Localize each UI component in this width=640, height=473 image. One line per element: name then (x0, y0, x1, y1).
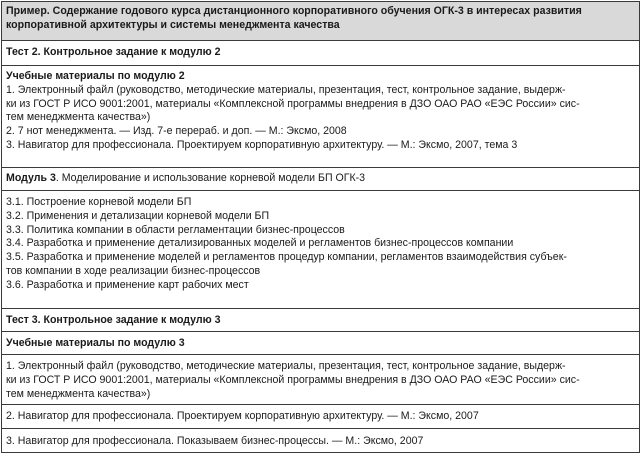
materials3-item-1: ки из ГОСТ Р ИСО 9001:2001, материалы «Комплексной программы внедрения в ДЗО ОАО РАО «ЕЭС России» сис- (6, 373, 580, 386)
course-content-table (1, 1, 640, 453)
table-caption (2, 2, 639, 40)
topic-item: 3.5. Разработка и применение моделей и регламентов процедур компании, регламентов взаимодействия субъек- (6, 251, 567, 264)
materials3-title-row (2, 331, 639, 354)
topic-item: 3.2. Применения и детализации корневой модели БП (6, 209, 270, 222)
caption-line: корпоративной архитектуры и системы менеджмента качества (6, 18, 340, 31)
module3-title: . Моделирование и использование корневой модели БП ОГК-3 (55, 172, 366, 184)
materials2-item-1: ки из ГОСТ Р ИСО 9001:2001, материалы «Комплексной программы внедрения в ДЗО ОАО РАО «ЕЭС России» сис- (6, 97, 580, 110)
module3-topics-row (2, 190, 639, 308)
topic-item: 3.3. Политика компании в области регламентации бизнес-процессов (6, 223, 345, 236)
materials2-title: Учебные материалы по модулю 2 (6, 70, 185, 82)
module3-label: Модуль 3 (6, 172, 56, 184)
materials2-item-1: тем менеджмента качества») (6, 111, 151, 124)
materials3-item-1: тем менеджмента качества») (6, 387, 151, 400)
module3-row (2, 167, 639, 190)
materials3-title: Учебные материалы по модулю 3 (6, 337, 185, 349)
caption-line: Пример. Содержание годового курса дистанционного корпоративного обучения ОГК-3 в интересах развития (6, 5, 582, 17)
topic-item: 3.6. Разработка и применение карт рабочих мест (6, 278, 249, 291)
materials3-item-1-row (2, 354, 639, 404)
materials2-row (2, 65, 639, 167)
topic-item: тов компании в ходе реализации бизнес-процессов (6, 264, 261, 277)
materials3-item-3-row (2, 428, 639, 452)
materials2-item-1: 1. Электронный файл (руководство, методические материалы, презентация, тест, контрольное задание, выдерж- (6, 83, 566, 96)
materials3-item-2: 2. Навигатор для профессионала. Проектируем корпоративную архитектуру. — М.: Эксмо, 2007 (6, 410, 479, 422)
topic-item: 3.4. Разработка и применение детализированных моделей и регламентов бизнес-процессов компании (6, 237, 514, 250)
materials2-item-2: 2. 7 нот менеджмента. — Изд. 7-е перераб. и доп. — М.: Эксмо, 2008 (6, 125, 347, 138)
test3-row (2, 308, 639, 331)
materials3-item-3: 3. Навигатор для профессионала. Показываем бизнес-процессы. — М.: Эксмо, 2007 (6, 435, 424, 447)
materials2-item-3: 3. Навигатор для профессионала. Проектируем корпоративную архитектуру. — М.: Эксмо, 2007, тема 3 (6, 138, 518, 151)
test2-row (2, 40, 639, 65)
materials3-item-1: 1. Электронный файл (руководство, методические материалы, презентация, тест, контрольное задание, выдерж- (6, 360, 566, 372)
topic-item: 3.1. Построение корневой модели БП (6, 196, 192, 208)
test2-title: Тест 2. Контрольное задание к модулю 2 (6, 46, 221, 58)
materials3-item-2-row (2, 404, 639, 428)
test3-title: Тест 3. Контрольное задание к модулю 3 (6, 314, 221, 326)
